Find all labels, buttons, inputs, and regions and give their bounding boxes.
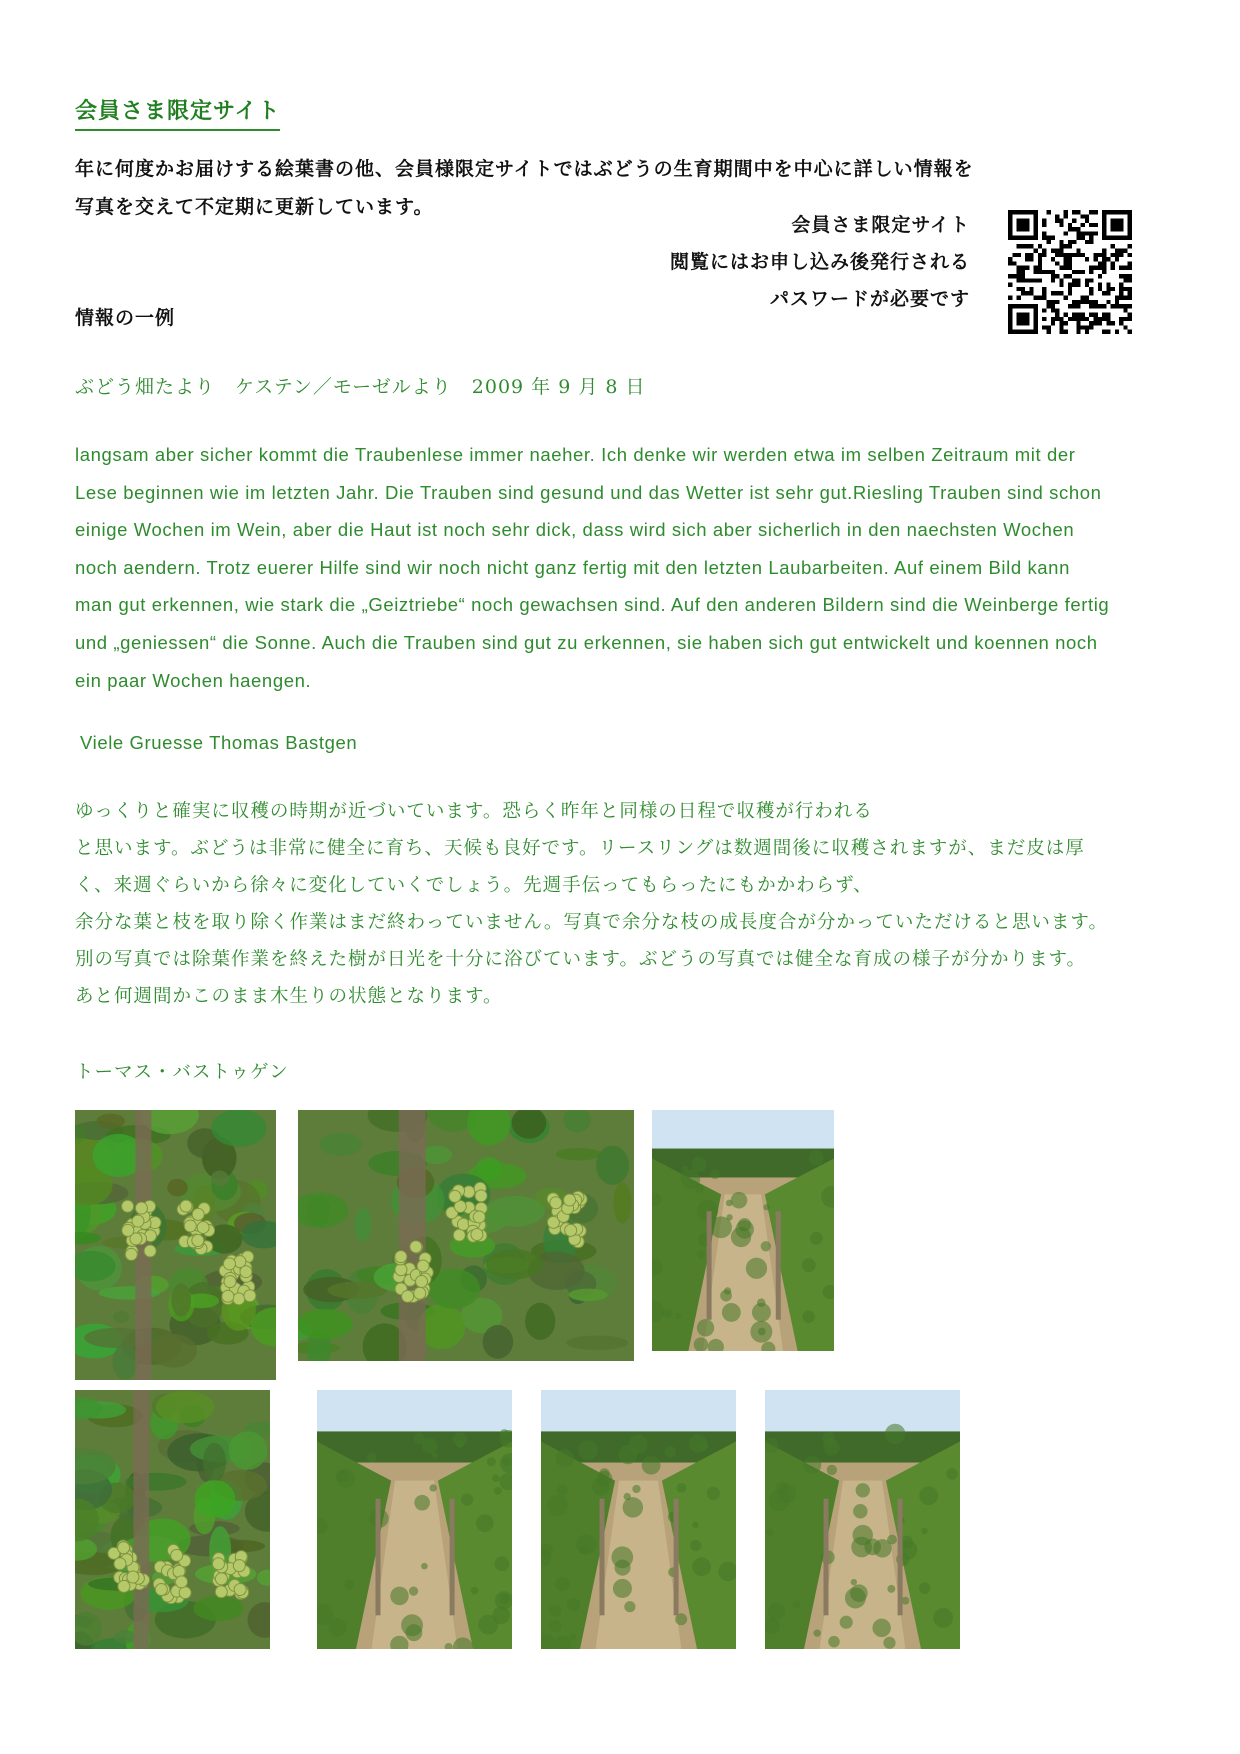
german-line: noch aendern. Trotz euerer Hilfe sind wir noch nicht ganz fertig mit den letzten Laubarbeiten. Auf einem Bild kann xyxy=(75,556,1070,578)
page-title: 会員さま限定サイト xyxy=(75,94,280,131)
qr-code-icon[interactable] xyxy=(1008,210,1132,334)
photo-vineyard-row-1 xyxy=(317,1390,512,1649)
intro-line: 写真を交えて不定期に更新しています。 xyxy=(75,196,434,218)
member-site-notice xyxy=(570,207,970,318)
intro-line: 年に何度かお届けする絵葉書の他、会員様限定サイトではぶどうの生育期間中を中心に詳しい情報を xyxy=(75,158,974,180)
german-line: Lese beginnen wie im letzten Jahr. Die Trauben sind gesund und das Wetter ist sehr gut.Riesling Trauben sind schon xyxy=(75,481,1102,503)
japanese-line: ゆっくりと確実に収穫の時期が近づいています。恐らく昨年と同様の日程で収穫が行われる xyxy=(75,801,873,822)
german-line: und „geniessen“ die Sonne. Auch die Trauben sind gut zu erkennen, sie haben sich gut entwickelt und koennen noch xyxy=(75,631,1098,653)
photo-grapes-on-old-vine xyxy=(75,1110,276,1380)
photo-grapes-leaves xyxy=(75,1390,270,1649)
japanese-line: 余分な葉と枝を取り除く作業はまだ終わっていません。写真で余分な枝の成長度合が分かっていただけると思います。 xyxy=(75,912,1108,933)
german-line: ein paar Wochen haengen. xyxy=(75,669,312,691)
photo-vineyard-row-2 xyxy=(541,1390,736,1649)
member-site-line: パスワードが必要です xyxy=(769,288,970,310)
example-heading: 情報の一例 xyxy=(75,307,176,329)
german-line: langsam aber sicher kommt die Traubenlese immer naeher. Ich denke wir werden etwa im selben Zeitraum mit der xyxy=(75,444,1076,465)
german-signature: Viele Gruesse Thomas Bastgen xyxy=(80,732,358,753)
member-site-line: 会員さま限定サイト xyxy=(791,214,970,236)
photo-vine-with-sign xyxy=(652,1110,834,1351)
report-heading: ぶどう畑たより ケステン／モーゼルより 2009 年 9 月 8 日 xyxy=(75,376,646,398)
japanese-line: く、来週ぐらいから徐々に変化していくでしょう。先週手伝ってもらったにもかかわらず、 xyxy=(75,875,873,896)
member-site-line: 閲覧にはお申し込み後発行される xyxy=(669,251,970,273)
japanese-signature: トーマス・バストゥゲン xyxy=(75,1062,289,1083)
german-line: man gut erkennen, wie stark die „Geiztriebe“ noch gewachsen sind. Auf den anderen Bildern sind die Weinberge fertig xyxy=(75,594,1110,616)
japanese-line: あと何週間かこのまま木生りの状態となります。 xyxy=(75,986,503,1007)
photo-grape-clusters-closeup xyxy=(298,1110,634,1361)
japanese-report xyxy=(75,793,1185,1015)
photo-vineyard-row-3 xyxy=(765,1390,960,1649)
japanese-line: 別の写真では除葉作業を終えた樹が日光を十分に浴びています。ぶどうの写真では健全な育成の様子が分かります。 xyxy=(75,949,1087,970)
japanese-line: と思います。ぶどうは非常に健全に育ち、天候も良好です。リースリングは数週間後に収穫されますが、まだ皮は厚 xyxy=(75,838,1085,859)
german-line: einige Wochen im Wein, aber die Haut ist noch sehr dick, dass wird sich aber sicherlich in den naechsten Wochen xyxy=(75,519,1075,541)
german-report xyxy=(75,436,1175,699)
